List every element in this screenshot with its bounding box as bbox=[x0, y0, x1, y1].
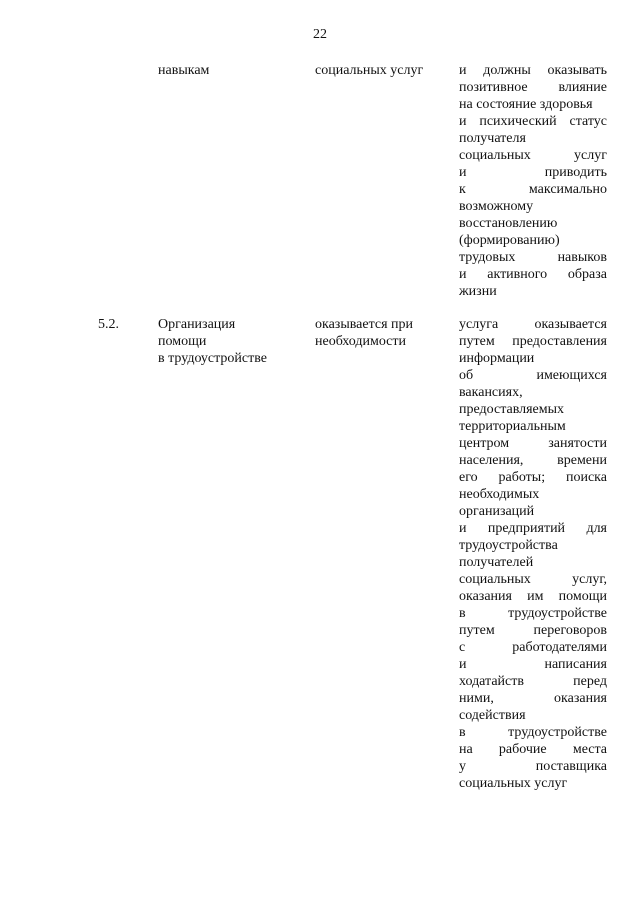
text-line: в трудоустройстве bbox=[459, 725, 607, 740]
row-2-service-description bbox=[459, 316, 607, 792]
text-line: и психический статус bbox=[459, 114, 607, 129]
text-line: и предприятий для bbox=[459, 521, 607, 536]
text-line: в трудоустройстве bbox=[158, 351, 267, 366]
row-2-service-name bbox=[158, 316, 303, 367]
text-line: с работодателями bbox=[459, 640, 607, 655]
text-line: на состояние здоровья bbox=[459, 97, 593, 112]
row-1-service-term bbox=[315, 62, 450, 79]
text-line: помощи bbox=[158, 334, 207, 349]
text-line: (формированию) bbox=[459, 233, 560, 248]
text-line: возможному bbox=[459, 199, 534, 214]
row-1-service-description bbox=[459, 62, 607, 300]
text-line: содействия bbox=[459, 708, 526, 723]
text-line: информации bbox=[459, 351, 535, 366]
text-line: оказывается при bbox=[315, 317, 414, 332]
text-line: путем предоставления bbox=[459, 334, 607, 349]
text-line: социальных услуг bbox=[315, 63, 424, 78]
text-line: территориальным bbox=[459, 419, 566, 434]
text-line: оказания им помощи bbox=[459, 589, 607, 604]
text-line: центром занятости bbox=[459, 436, 607, 451]
text-line: восстановлению bbox=[459, 216, 558, 231]
text-line: на рабочие места bbox=[459, 742, 607, 757]
text-line: об имеющихся bbox=[459, 368, 607, 383]
text-line: ними, оказания bbox=[459, 691, 607, 706]
text-line: получателя bbox=[459, 131, 526, 146]
text-line: навыкам bbox=[158, 63, 210, 78]
text-line: и написания bbox=[459, 657, 607, 672]
text-line: позитивное влияние bbox=[459, 80, 607, 95]
text-line: и приводить bbox=[459, 165, 607, 180]
text-line: трудоустройства bbox=[459, 538, 558, 553]
row-2-number: 5.2. bbox=[98, 317, 119, 332]
text-line: социальных услуг bbox=[459, 776, 568, 791]
text-line: у поставщика bbox=[459, 759, 607, 774]
text-line: и должны оказывать bbox=[459, 63, 607, 78]
text-line: социальных услуг, bbox=[459, 572, 607, 587]
row-2-service-term bbox=[315, 316, 450, 350]
text-line: необходимости bbox=[315, 334, 407, 349]
text-line: в трудоустройстве bbox=[459, 606, 607, 621]
text-line: Организация bbox=[158, 317, 236, 332]
text-line: вакансиях, bbox=[459, 385, 523, 400]
row-1-service-name bbox=[158, 62, 303, 79]
text-line: необходимых bbox=[459, 487, 540, 502]
text-line: к максимально bbox=[459, 182, 607, 197]
text-line: услуга оказывается bbox=[459, 317, 607, 332]
text-line: социальных услуг bbox=[459, 148, 607, 163]
text-line: ходатайств перед bbox=[459, 674, 607, 689]
text-line: предоставляемых bbox=[459, 402, 565, 417]
text-line: получателей bbox=[459, 555, 534, 570]
text-line: и активного образа bbox=[459, 267, 607, 282]
text-line: трудовых навыков bbox=[459, 250, 607, 265]
text-line: путем переговоров bbox=[459, 623, 607, 638]
text-line: его работы; поиска bbox=[459, 470, 607, 485]
text-line: населения, времени bbox=[459, 453, 607, 468]
text-line: жизни bbox=[459, 284, 497, 299]
text-line: организаций bbox=[459, 504, 535, 519]
page-number: 22 bbox=[313, 27, 327, 42]
